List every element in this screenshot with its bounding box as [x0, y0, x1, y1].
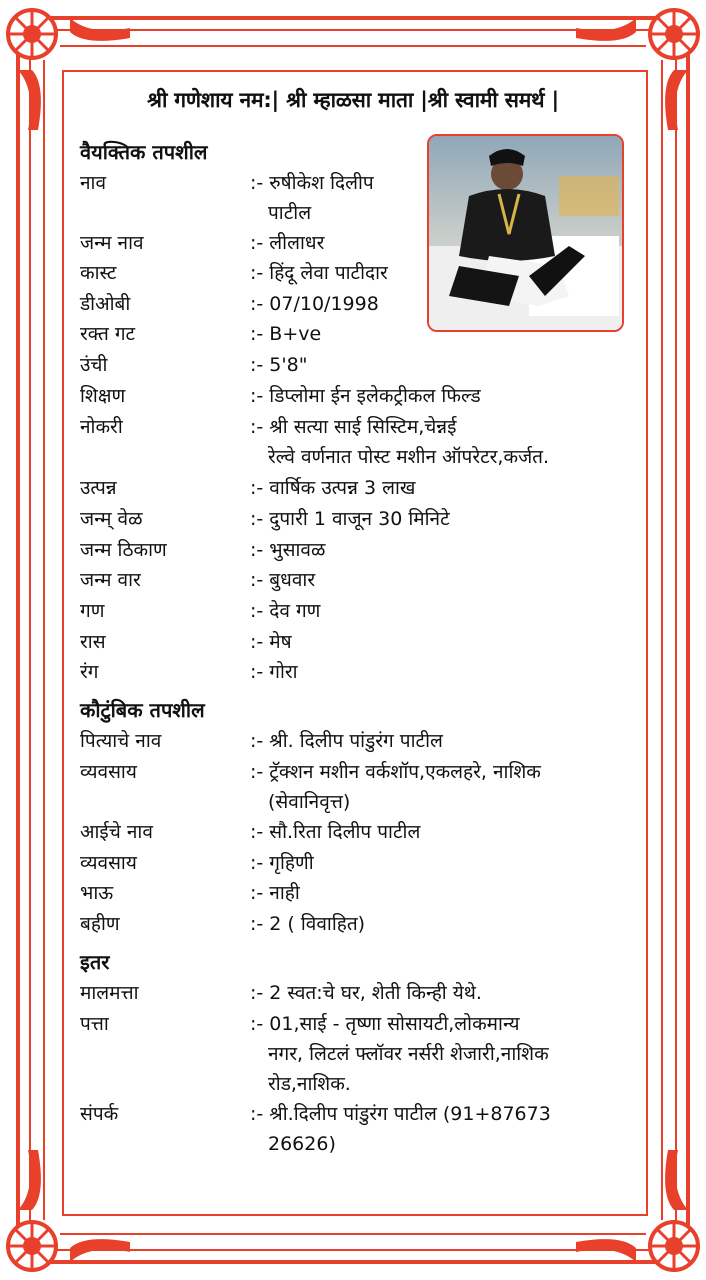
detail-value — [250, 726, 620, 756]
section-title-family: कौटुंबिक तपशील — [80, 698, 205, 722]
detail-value-text: :- दुपारी 1 वाजून 30 मिनिटे — [250, 508, 450, 530]
detail-value — [250, 909, 620, 939]
detail-value-text: :- 07/10/1998 — [250, 293, 379, 315]
detail-label: गण — [80, 600, 105, 622]
detail-value-continuation: रोड,नाशिक. — [268, 1073, 351, 1095]
detail-label: मालमत्ता — [80, 982, 139, 1004]
detail-value — [250, 978, 620, 1008]
detail-value-text: :- लीलाधर — [250, 232, 325, 254]
detail-label: पित्याचे नाव — [80, 730, 162, 752]
detail-value-text: :- डिप्लोमा ईन इलेकट्रीकल फिल्ड — [250, 385, 481, 407]
detail-value — [250, 350, 620, 380]
detail-label: जन्म नाव — [80, 232, 144, 254]
detail-value-text: :- गृहिणी — [250, 852, 314, 874]
detail-label: व्यवसाय — [80, 761, 137, 783]
detail-value — [250, 535, 620, 565]
detail-value — [250, 1099, 620, 1159]
detail-value-continuation: रेल्वे वर्णनात पोस्ट मशीन ऑपरेटर,कर्जत. — [268, 446, 550, 468]
detail-value — [250, 757, 620, 817]
detail-label: संपर्क — [80, 1103, 119, 1125]
detail-value-text: :- 01,साई - तृष्णा सोसायटी,लोकमान्य — [250, 1013, 520, 1035]
detail-label: भाऊ — [80, 882, 114, 904]
detail-value — [250, 228, 620, 258]
detail-label: बहीण — [80, 913, 120, 935]
detail-value-text: :- वार्षिक उत्पन्न 3 लाख — [250, 477, 416, 499]
detail-label: आईचे नाव — [80, 821, 153, 843]
detail-label: रंग — [80, 661, 99, 683]
detail-value-text: :- 5'8" — [250, 354, 308, 376]
detail-value — [250, 289, 620, 319]
detail-label: कास्ट — [80, 262, 117, 284]
detail-value — [250, 258, 620, 288]
detail-value-text: :- मेष — [250, 631, 292, 653]
detail-label: उंची — [80, 354, 108, 376]
detail-label: पत्ता — [80, 1013, 109, 1035]
detail-value-text: :- ट्रॅक्शन मशीन वर्कशॉप,एकलहरे, नाशिक — [250, 761, 541, 783]
detail-value-text: :- भुसावळ — [250, 539, 326, 561]
detail-value — [250, 657, 620, 687]
detail-value — [250, 1009, 620, 1099]
page-title: श्री गणेशाय नम:| श्री म्हाळसा माता |श्री स्वामी समर्थ | — [147, 88, 559, 112]
detail-value-text: :- हिंदू लेवा पाटीदार — [250, 262, 388, 284]
detail-value-text: :- B+ve — [250, 323, 322, 345]
detail-value — [250, 381, 620, 411]
detail-label: व्यवसाय — [80, 852, 137, 874]
detail-value-text: :- श्री. दिलीप पांडुरंग पाटील — [250, 730, 443, 752]
detail-value-text: :- बुधवार — [250, 569, 316, 591]
detail-label: रास — [80, 631, 106, 653]
detail-value — [250, 504, 620, 534]
detail-value — [250, 878, 620, 908]
detail-value-text: :- देव गण — [250, 600, 321, 622]
detail-value-text: :- 2 स्वत:चे घर, शेती किन्ही येथे. — [250, 982, 482, 1004]
detail-value-text: :- गोरा — [250, 661, 298, 683]
detail-value — [250, 627, 620, 657]
detail-value-continuation: (सेवानिवृत्त) — [268, 791, 351, 813]
detail-value-continuation: पाटील — [268, 202, 312, 224]
detail-label: जन्म् वेळ — [80, 508, 143, 530]
detail-value-text: :- 2 ( विवाहित) — [250, 913, 366, 935]
detail-value-text: :- श्री.दिलीप पांडुरंग पाटील (91+87673 — [250, 1103, 551, 1125]
detail-label: डीओबी — [80, 293, 131, 315]
detail-value-continuation: 26626) — [268, 1133, 336, 1155]
detail-value — [250, 319, 620, 349]
detail-label: शिक्षण — [80, 385, 126, 407]
detail-label: उत्पन्न — [80, 477, 117, 499]
detail-value-text: :- श्री सत्या साई सिस्टिम,चेन्नई — [250, 416, 457, 438]
detail-label: जन्म ठिकाण — [80, 539, 167, 561]
detail-value — [250, 565, 620, 595]
detail-value — [250, 473, 620, 503]
detail-value — [250, 848, 620, 878]
detail-label: रक्त गट — [80, 323, 136, 345]
detail-value — [250, 817, 620, 847]
detail-label: नोकरी — [80, 416, 123, 438]
detail-value-text: :- रुषीकेश दिलीप — [250, 172, 374, 194]
detail-value-text: :- नाही — [250, 882, 300, 904]
detail-value — [250, 168, 620, 228]
section-title-personal: वैयक्तिक तपशील — [80, 140, 208, 164]
section-title-other: इतर — [80, 950, 110, 974]
detail-value-continuation: नगर, लिटलं फ्लॉवर नर्सरी शेजारी,नाशिक — [268, 1043, 549, 1065]
detail-label: जन्म वार — [80, 569, 141, 591]
detail-value — [250, 412, 620, 472]
detail-label: नाव — [80, 172, 107, 194]
detail-value-text: :- सौ.रिता दिलीप पाटील — [250, 821, 421, 843]
detail-value — [250, 596, 620, 626]
